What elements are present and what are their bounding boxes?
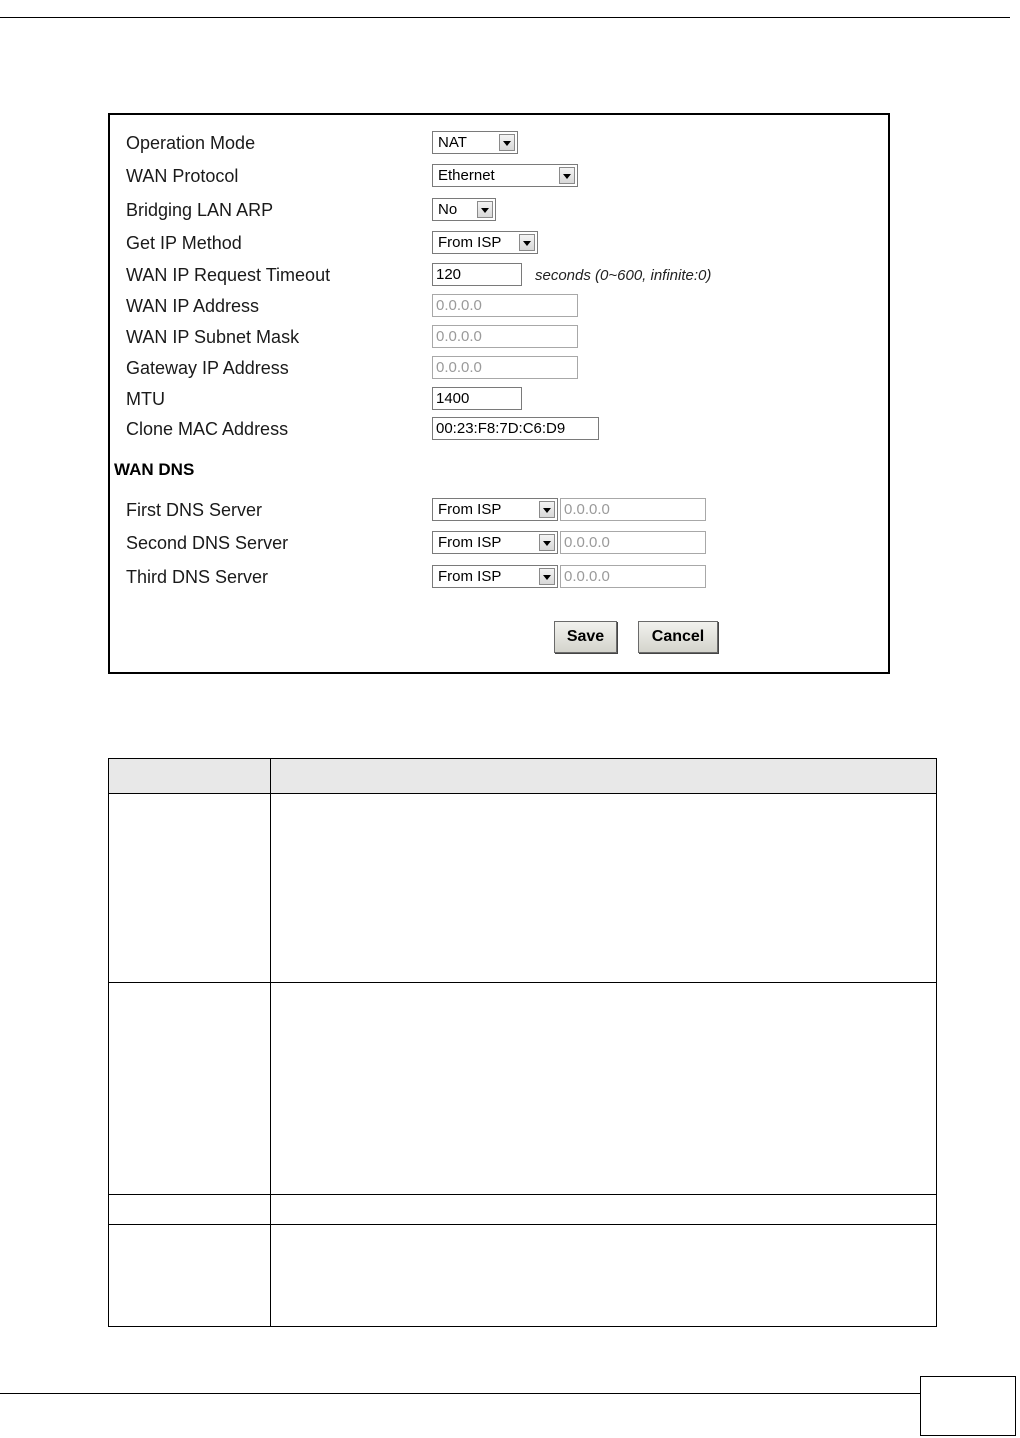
gateway-ip-address-label: Gateway IP Address	[126, 358, 289, 378]
wan-ip-request-timeout-label: WAN IP Request Timeout	[126, 265, 331, 285]
get-ip-method-value: From ISP	[438, 234, 502, 251]
field-description-table	[108, 758, 937, 1327]
bridging-lan-arp-value: No	[438, 201, 458, 218]
second-dns-server-label: Second DNS Server	[126, 533, 289, 553]
wan-protocol-select[interactable]	[432, 164, 578, 187]
third-dns-server-select[interactable]	[432, 565, 558, 588]
gateway-ip-address-input[interactable]: 0.0.0.0	[432, 356, 578, 379]
clone-mac-address-input[interactable]: 00:23:F8:7D:C6:D9	[432, 417, 599, 440]
wan-protocol-value: Ethernet	[438, 167, 495, 184]
wan-ip-address-label: WAN IP Address	[126, 296, 260, 316]
first-dns-server-label: First DNS Server	[126, 500, 263, 520]
save-button[interactable]: Save	[554, 621, 617, 653]
bridging-lan-arp-select[interactable]	[432, 198, 496, 221]
table-column-divider	[270, 759, 271, 1326]
wan-settings-panel	[108, 113, 890, 674]
wan-ip-request-timeout-input[interactable]: 120	[432, 263, 522, 286]
table-header-row	[109, 759, 936, 794]
second-dns-server-mode: From ISP	[438, 534, 502, 551]
operation-mode-select[interactable]	[432, 131, 518, 154]
page-number-box	[920, 1376, 1016, 1436]
get-ip-method-label: Get IP Method	[126, 233, 242, 253]
cancel-button[interactable]: Cancel	[638, 621, 718, 653]
second-dns-server-ip-input[interactable]: 0.0.0.0	[560, 531, 706, 554]
chevron-down-icon[interactable]	[559, 167, 575, 184]
bridging-lan-arp-label: Bridging LAN ARP	[126, 200, 274, 220]
header-rule	[0, 17, 1010, 18]
chevron-down-icon[interactable]	[539, 534, 555, 551]
wan-protocol-label: WAN Protocol	[126, 166, 239, 186]
third-dns-server-label: Third DNS Server	[126, 567, 269, 587]
timeout-hint: seconds (0~600, infinite:0)	[535, 267, 712, 284]
clone-mac-address-label: Clone MAC Address	[126, 419, 289, 439]
first-dns-server-ip-input[interactable]: 0.0.0.0	[560, 498, 706, 521]
get-ip-method-select[interactable]	[432, 231, 538, 254]
wan-ip-subnet-mask-label: WAN IP Subnet Mask	[126, 327, 300, 347]
mtu-input[interactable]: 1400	[432, 387, 522, 410]
table-row-divider	[109, 982, 936, 983]
chevron-down-icon[interactable]	[539, 568, 555, 585]
operation-mode-label: Operation Mode	[126, 133, 256, 153]
wan-dns-heading: WAN DNS	[114, 460, 195, 479]
third-dns-server-ip-input[interactable]: 0.0.0.0	[560, 565, 706, 588]
chevron-down-icon[interactable]	[519, 234, 535, 251]
footer-rule	[0, 1393, 920, 1394]
operation-mode-value: NAT	[438, 134, 467, 151]
table-row-divider	[109, 1194, 936, 1195]
third-dns-server-mode: From ISP	[438, 568, 502, 585]
chevron-down-icon[interactable]	[539, 501, 555, 518]
first-dns-server-select[interactable]	[432, 498, 558, 521]
chevron-down-icon[interactable]	[499, 134, 515, 151]
second-dns-server-select[interactable]	[432, 531, 558, 554]
first-dns-server-mode: From ISP	[438, 501, 502, 518]
table-row-divider	[109, 1224, 936, 1225]
mtu-label: MTU	[126, 389, 165, 409]
wan-ip-subnet-mask-input[interactable]: 0.0.0.0	[432, 325, 578, 348]
wan-ip-address-input[interactable]: 0.0.0.0	[432, 294, 578, 317]
chevron-down-icon[interactable]	[477, 201, 493, 218]
